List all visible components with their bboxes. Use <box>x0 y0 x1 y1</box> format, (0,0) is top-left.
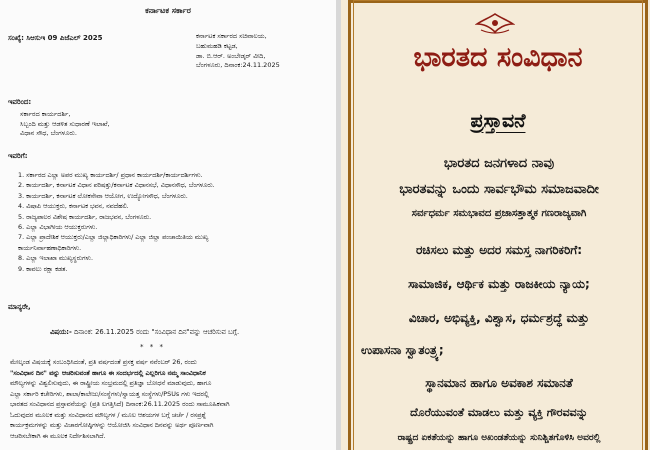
body-line: ಓದುವುದರ ಮೂಲಕ ಮತ್ತು ಸಂವಿಧಾನದ ಮೌಲ್ಯಗಳ / ಮೂಲ ಆಶಯಗಳ ಬಗ್ಗೆ ಚರ್ಚೆ / ರಸಪ್ರಶ್ನೆ <box>10 410 207 419</box>
govt-header: ಕರ್ನಾಟಕ ಸರ್ಕಾರ <box>145 6 191 15</box>
recipient-item: 4. ವಿಷಾಪಿ ಆಯುಕ್ತರು, ಕರ್ನಾಟಕ ಭವನ, ನವದೆಹಲಿ. <box>18 202 129 211</box>
separator-stars: * * * <box>140 343 165 351</box>
recipient-item: 7. ಎಲ್ಲಾ ಪ್ರಾದೇಶಿಕ ಆಯುಕ್ತರು/ಎಲ್ಲಾ ಜಿಲ್ಲಾಧಿಕಾರಿಗಳು/ ಎಲ್ಲಾ ಜಿಲ್ಲಾ ಪಂಚಾಯಿತಿಯ ಮುಖ್ಯ <box>18 233 209 242</box>
preamble-line: ಭಾರತವನ್ನು ಒಂದು ಸಾರ್ವಭೌಮ ಸಮಾಜವಾದೀ <box>399 182 599 197</box>
recipient-item: 5. ರಾಜ್ಯಪಾಲರ ವಿಶೇಷ ಕಾರ್ಯದರ್ಶಿ, ರಾಜಭವನ, ಬೆಂಗಳೂರು. <box>18 212 152 221</box>
body-line: ಮೇಲ್ಕಂಡ ವಿಷಯಕ್ಕೆ ಸಂಬಂಧಿಸಿದಂತೆ, ಪ್ರತಿ ವರ್ಷದಂತೆ ಪ್ರಸಕ್ತ ವರ್ಷ ನವೆಂಬರ್ 26, ರಂದು <box>10 358 197 366</box>
body-line: "ಸಂವಿಧಾನ ದಿನ" ವನ್ನು ಆಚರಿಸುವಂತೆ ಹಾಗೂ ಈ ಸಂದರ್ಭದಲ್ಲಿ ಎಲ್ಲರಿಗೂ ನಮ್ಮ ಸಾಂವಿಧಾನಿಕ <box>10 368 206 377</box>
recipient-item: 9. ಕಾವಲು ರಕ್ಷಾ ಕಡತ. <box>18 264 68 273</box>
body-line: ಎಲ್ಲಾ ಸರ್ಕಾರಿ ಕಚೇರಿಗಳು, ಶಾಲಾ/ಕಾಲೇಜು/ಸಂಸ್ಥೆಗಳು/ಸ್ವಾಯತ್ತ ಸಂಸ್ಥೆಗಳು/PSUs ಗಳು ಇದರಲ್ಲಿ <box>10 389 209 398</box>
subject-line <box>50 328 239 337</box>
ornament-icon <box>475 12 515 34</box>
body-line: ಭಾರತದ ಸಂವಿಧಾನದ ಪ್ರಸ್ತಾವನೆಯನ್ನು (ಪ್ರತಿ ಲಗತ್ತಿಸಿದೆ) ದಿನಾಂಕ:26.11.2025 ರಂದು ಸಾಮೂಹಿಕವಾಗಿ <box>10 400 230 408</box>
preamble-line: ಸ್ಥಾನಮಾನ ಹಾಗೂ ಅವಕಾಶ ಸಮಾನತೆ <box>425 376 573 390</box>
recipient-item: 8. ಎಲ್ಲಾ ಇಲಾಖಾ ಮುಖ್ಯಸ್ಥರುಗಳು. <box>18 254 93 263</box>
preamble-line: ವಿಚಾರ, ಅಭಿವ್ಯಕ್ತಿ, ವಿಶ್ವಾಸ, ಧರ್ಮಶ್ರದ್ಧೆ ಮತ್ತು <box>408 311 590 325</box>
address-line: ಡಾ. ಬಿ.ಆರ್. ಅಂಬೇಡ್ಕರ್ ವೀದಿ, <box>196 51 266 60</box>
recipient-item: ಕಾರ್ಯನಿರ್ವಾಹಣಾಧಿಕಾರಿಗಳು. <box>18 243 82 252</box>
address-line: ಕರ್ನಾಟಕ ಸರ್ಕಾರದ ಸಚಿವಾಲಯ, <box>196 32 267 40</box>
address-line: ಬೆಂಗಳೂರು, ದಿನಾಂಕ:24.11.2025 <box>196 61 280 70</box>
body-line: ಆಚರಿಸಬೇಕಾಗಿ ಈ ಮೂಲಕ ನಿರ್ದೇಶಿಸಲಾಗಿದೆ. <box>10 431 106 440</box>
preamble-line: ಉಪಾಸನಾ ಸ್ವಾತಂತ್ರ್ಯ; <box>361 343 444 357</box>
preamble-line: ಭಾರತದ ಜನಗಳಾದ ನಾವು <box>443 156 555 171</box>
from-heading: ಇವರಿಂದ: <box>8 98 32 106</box>
reference-number: ಸಂಖ್ಯೆ: ಸಿಆಸುಇ 09 ಪಿಜೆಎಲ್ 2025 <box>8 34 103 42</box>
constitution-title: ಭಾರತದ ಸಂವಿಧಾನ <box>413 42 583 73</box>
from-block <box>20 110 110 139</box>
body-line: ಮೌಲ್ಯಗಳನ್ನು ವಿಶ್ವಲಿಸುವುದು, ಈ ರಾಷ್ಟ್ರೀಯ ಸಂಭ್ರಮದಲ್ಲಿ ಪ್ರತಿಜ್ಞಾ ಬೋಧನೆ ಮಾಡುವುದು, ಹಾಗೂ <box>10 379 212 387</box>
from-line: ವಿಧಾನ ಸೌಧ, ಬೆಂಗಳೂರು. <box>20 129 77 137</box>
preamble-line: ದೊರೆಯುವಂತೆ ಮಾಡಲು ಮತ್ತು ವ್ಯಕ್ತಿ ಗೌರವವನ್ನು <box>410 406 588 419</box>
recipient-item: 6. ಎಲ್ಲಾ ವಿಭಾಗೀಯ ಆಯುಕ್ತರುಗಳು. <box>18 223 98 232</box>
to-heading: ಇವರಿಗೆ: <box>8 152 28 160</box>
from-line: ಸರ್ಕಾರದ ಕಾರ್ಯದರ್ಶಿ, <box>20 110 71 118</box>
salutation: ಮಾನ್ಯರೇ, <box>8 303 31 311</box>
recipient-item: 3. ಕಾರ್ಯದರ್ಶಿ, ಕರ್ನಾಟಕ ಲೋಕಸೇವಾ ಆಯೋಗ, ಉದ್ಯೋಗಸೌಧ, ಬೆಂಗಳೂರು. <box>18 191 188 200</box>
preamble-line: ಸಾಮಾಜಿಕ, ಆರ್ಥಿಕ ಮತ್ತು ರಾಜಕೀಯ ನ್ಯಾಯ; <box>408 277 590 291</box>
address-line: ಬಹುಮಹಡಿ ಕಟ್ಟಡ, <box>196 41 238 50</box>
body-paragraph <box>10 357 229 441</box>
recipient-item: 2. ಕಾರ್ಯದರ್ಶಿ, ಕರ್ನಾಟಕ ವಿಧಾನ ಪರಿಷತ್ತು/ಕರ್ನಾಟಕ ವಿಧಾನಸಭೆ, ವಿಧಾನಸೌಧ, ಬೆಂಗಳೂರು. <box>18 181 215 190</box>
sender-address <box>196 32 280 71</box>
recipient-item: 1. ಸರ್ಕಾರದ ಎಲ್ಲಾ ಅಪರ ಮುಖ್ಯ ಕಾರ್ಯದರ್ಶಿ/ ಪ್ರಧಾನ ಕಾರ್ಯದರ್ಶಿ/ಕಾರ್ಯದರ್ಶಿಗಳು. <box>18 171 203 179</box>
preamble-line: ರಾಷ್ಟ್ರದ ಏಕತೆಯನ್ನು ಹಾಗೂ ಅಖಂಡತೆಯನ್ನು ಸುನಿಶ್ಚಿತಗೊಳಿಸಿ ಅವರಲ್ಲಿ <box>397 433 601 443</box>
preamble-heading: ಪ್ರಸ್ತಾವನೆ <box>470 110 526 132</box>
preamble-line: ಸರ್ವಧರ್ಮ ಸಮಭಾವದ ಪ್ರಜಾಸತ್ತಾತ್ಮಕ ಗಣರಾಜ್ಯವಾಗಿ <box>411 208 587 219</box>
from-line: ಸಿಬ್ಬಂದಿ ಮತ್ತು ಆಡಳಿತ ಸುಧಾರಣೆ ಇಲಾಖೆ, <box>20 119 110 128</box>
body-line: ಕಾರ್ಯಕ್ರಮಗಳನ್ನು ಮತ್ತು ವಿಚಾರಗೋಷ್ಠಿಗಳನ್ನು ಆಯೋಜಿಸಿ ಸಂವಿಧಾನ ದಿನವನ್ನು ಅರ್ಥ ಪೂರ್ಣವಾಗಿ <box>10 421 214 429</box>
subject-text: ದಿನಾಂಕ: 26.11.2025 ರಂದು "ಸಂವಿಧಾನ ದಿನ"ವನ್ನು ಆಚರಿಸುವ ಬಗ್ಗೆ. <box>71 328 240 336</box>
recipient-list <box>18 170 215 274</box>
subject-label: ವಿಷಯ:- <box>50 328 72 336</box>
preamble-line: ರಚಿಸಲು ಮತ್ತು ಅದರ ಸಮಸ್ತ ನಾಗರಿಕರಿಗೆ: <box>415 243 583 257</box>
constitution-preamble-page <box>341 0 650 450</box>
